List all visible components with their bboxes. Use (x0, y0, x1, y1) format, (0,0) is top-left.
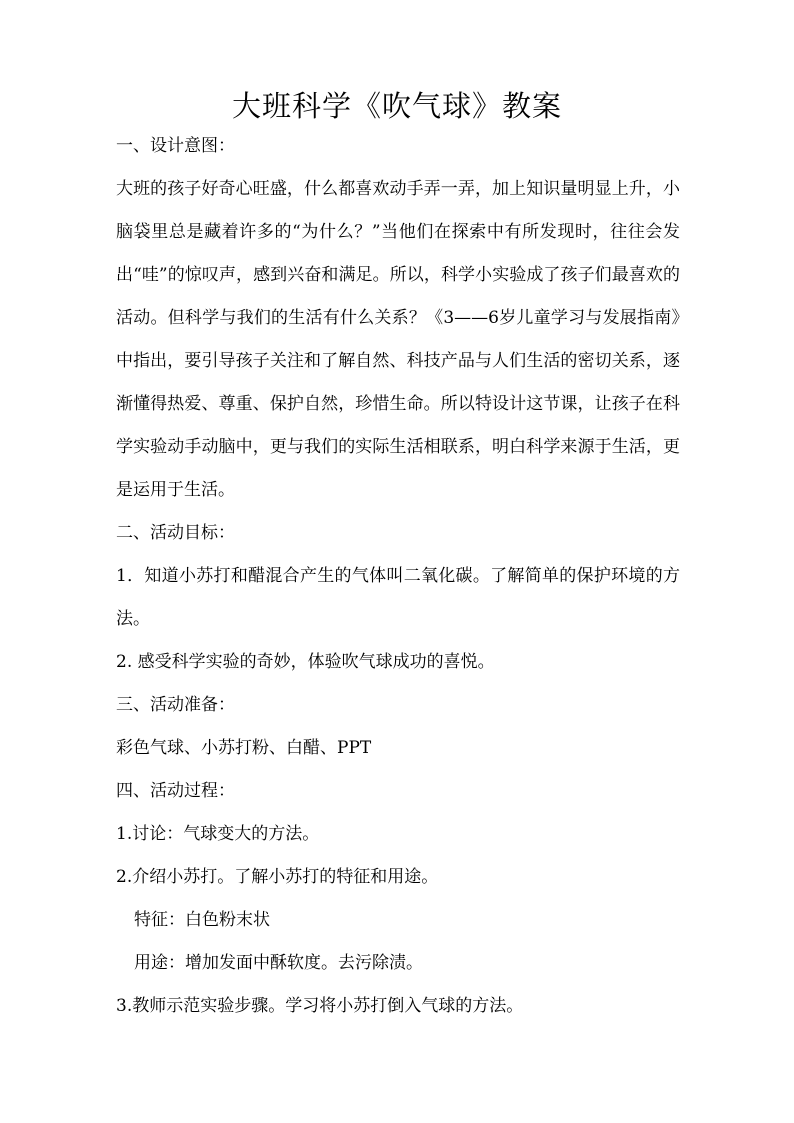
process-step-2: 2.介绍小苏打。了解小苏打的特征和用途。 (116, 867, 439, 887)
goals-heading: 二、活动目标： (116, 523, 235, 543)
document-body (116, 125, 680, 1028)
goal-item-2: 2. 感受科学实验的奇妙，体验吹气球成功的喜悦。 (116, 652, 495, 672)
prep-materials: 彩色气球、小苏打粉、白醋、PPT (116, 738, 372, 758)
process-heading: 四、活动过程： (116, 781, 235, 801)
process-step-1: 1.讨论：气球变大的方法。 (116, 824, 320, 844)
design-paragraph: 大班的孩子好奇心旺盛，什么都喜欢动手弄一弄，加上知识量明显上升，小脑袋里总是藏着许多的“为什么？”当他们在探索中有所发现时，往往会发出“哇”的惊叹声，感到兴奋和满足。所以，科学小实验成了孩子们最喜欢的活动。但科学与我们的生活有什么关系？《3——6岁儿童学习与发展指南》中指出，要引导孩子关注和了解自然、科技产品与人们生活的密切关系，逐渐懂得热爱、尊重、保护自然，珍惜生命。所以特设计这节课，让孩子在科学实验动手动脑中，更与我们的实际生活相联系，明白科学来源于生活，更是运用于生活。 (116, 179, 680, 500)
document-title: 大班科学《吹气球》教案 (231, 89, 562, 123)
design-heading: 一、设计意图： (116, 136, 235, 156)
process-usage: 用途：增加发面中酥软度。去污除渍。 (134, 953, 423, 973)
prep-heading: 三、活动准备： (116, 695, 235, 715)
goal-item-1: 1．知道小苏打和醋混合产生的气体叫二氧化碳。了解简单的保护环境的方法。 (116, 566, 680, 629)
process-step-3: 3.教师示范实验步骤。学习将小苏打倒入气球的方法。 (116, 996, 524, 1016)
process-feature: 特征：白色粉末状 (134, 910, 270, 930)
